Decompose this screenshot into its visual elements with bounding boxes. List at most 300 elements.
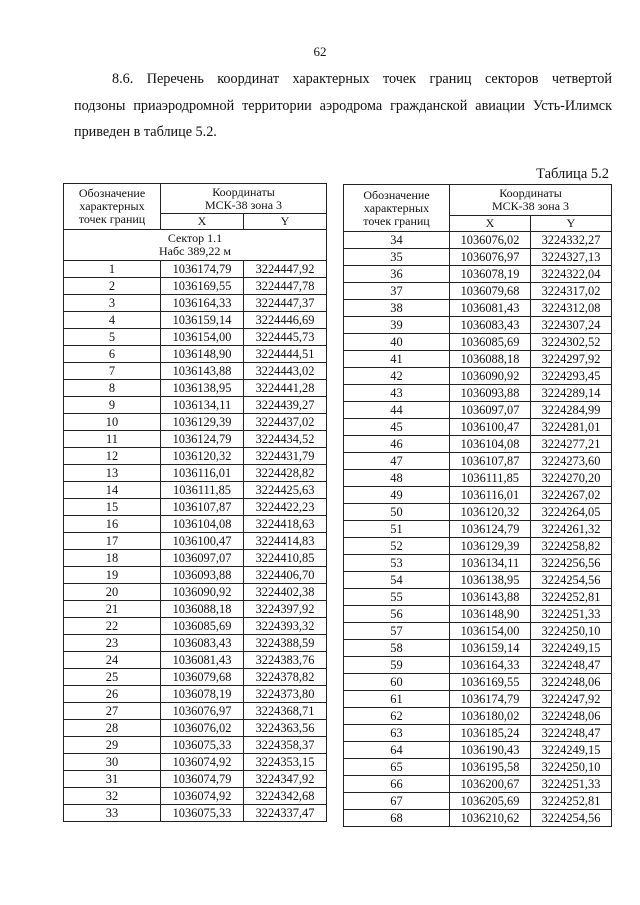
x-coordinate-cell: 1036074,79 <box>161 771 244 788</box>
header-point-line-2: характерных <box>79 199 145 213</box>
point-number-cell: 41 <box>344 351 450 368</box>
point-number-cell: 15 <box>64 499 161 516</box>
point-number-cell: 27 <box>64 703 161 720</box>
x-coordinate-cell: 1036120,32 <box>450 504 531 521</box>
x-coordinate-cell: 1036190,43 <box>450 742 531 759</box>
point-number-cell: 42 <box>344 368 450 385</box>
table-row <box>344 589 612 606</box>
table-row <box>64 567 327 584</box>
point-number-cell: 16 <box>64 516 161 533</box>
y-coordinate-cell: 3224410,85 <box>244 550 327 567</box>
x-coordinate-cell: 1036088,18 <box>161 601 244 618</box>
table-row <box>64 652 327 669</box>
y-coordinate-cell: 3224383,76 <box>244 652 327 669</box>
y-coordinate-cell: 3224446,69 <box>244 312 327 329</box>
point-number-cell: 48 <box>344 470 450 487</box>
point-number-cell: 20 <box>64 584 161 601</box>
y-coordinate-cell: 3224258,82 <box>531 538 612 555</box>
y-coordinate-cell: 3224337,47 <box>244 805 327 822</box>
y-coordinate-cell: 3224307,24 <box>531 317 612 334</box>
point-number-cell: 25 <box>64 669 161 686</box>
x-coordinate-cell: 1036107,87 <box>161 499 244 516</box>
y-coordinate-cell: 3224297,92 <box>531 351 612 368</box>
point-number-cell: 8 <box>64 380 161 397</box>
header-coordinates <box>450 185 612 216</box>
table-row <box>344 725 612 742</box>
x-coordinate-cell: 1036090,92 <box>450 368 531 385</box>
x-coordinate-cell: 1036185,24 <box>450 725 531 742</box>
table-row <box>64 720 327 737</box>
point-number-cell: 30 <box>64 754 161 771</box>
point-number-cell: 45 <box>344 419 450 436</box>
table-row <box>64 516 327 533</box>
header-point-line-1: Обозначение <box>363 187 430 202</box>
table-row <box>344 810 612 827</box>
table-row <box>64 312 327 329</box>
intro-line-2: подзоны приаэродромной территории аэродрома гражданской авиации Усть-Илимск <box>74 97 612 114</box>
header-y: Y <box>244 214 327 230</box>
point-number-cell: 60 <box>344 674 450 691</box>
x-coordinate-cell: 1036205,69 <box>450 793 531 810</box>
x-coordinate-cell: 1036107,87 <box>450 453 531 470</box>
intro-line-1: 8.6. Перечень координат характерных точек границ секторов четвертой <box>112 71 612 87</box>
x-coordinate-cell: 1036138,95 <box>161 380 244 397</box>
point-number-cell: 64 <box>344 742 450 759</box>
table-row <box>344 793 612 810</box>
header-point-designation <box>344 185 450 232</box>
y-coordinate-cell: 3224447,92 <box>244 261 327 278</box>
x-coordinate-cell: 1036075,33 <box>161 805 244 822</box>
table-row <box>64 278 327 295</box>
point-number-cell: 51 <box>344 521 450 538</box>
y-coordinate-cell: 3224261,32 <box>531 521 612 538</box>
point-number-cell: 13 <box>64 465 161 482</box>
point-number-cell: 2 <box>64 278 161 295</box>
y-coordinate-cell: 3224444,51 <box>244 346 327 363</box>
y-coordinate-cell: 3224422,23 <box>244 499 327 516</box>
header-coordinates <box>161 184 327 214</box>
y-coordinate-cell: 3224267,02 <box>531 487 612 504</box>
table-row <box>344 487 612 504</box>
table-row <box>64 686 327 703</box>
y-coordinate-cell: 3224431,79 <box>244 448 327 465</box>
x-coordinate-cell: 1036076,97 <box>161 703 244 720</box>
y-coordinate-cell: 3224254,56 <box>531 810 612 827</box>
point-number-cell: 61 <box>344 691 450 708</box>
table-row <box>64 346 327 363</box>
point-number-cell: 59 <box>344 657 450 674</box>
point-number-cell: 14 <box>64 482 161 499</box>
y-coordinate-cell: 3224273,60 <box>531 453 612 470</box>
table-row <box>344 623 612 640</box>
point-number-cell: 17 <box>64 533 161 550</box>
table-row <box>344 368 612 385</box>
x-coordinate-cell: 1036088,18 <box>450 351 531 368</box>
point-number-cell: 62 <box>344 708 450 725</box>
x-coordinate-cell: 1036169,55 <box>161 278 244 295</box>
table-row <box>344 283 612 300</box>
y-coordinate-cell: 3224250,10 <box>531 623 612 640</box>
table-row <box>64 635 327 652</box>
table-row <box>344 470 612 487</box>
y-coordinate-cell: 3224342,68 <box>244 788 327 805</box>
y-coordinate-cell: 3224347,92 <box>244 771 327 788</box>
point-number-cell: 1 <box>64 261 161 278</box>
table-row <box>64 329 327 346</box>
y-coordinate-cell: 3224249,15 <box>531 742 612 759</box>
header-point-line-1: Обозначение <box>78 186 146 200</box>
x-coordinate-cell: 1036097,07 <box>161 550 244 567</box>
point-number-cell: 29 <box>64 737 161 754</box>
point-number-cell: 50 <box>344 504 450 521</box>
point-number-cell: 33 <box>64 805 161 822</box>
table-row <box>344 317 612 334</box>
x-coordinate-cell: 1036134,11 <box>161 397 244 414</box>
table-row <box>64 669 327 686</box>
point-number-cell: 23 <box>64 635 161 652</box>
point-number-cell: 21 <box>64 601 161 618</box>
table-row <box>64 261 327 278</box>
table-row <box>344 453 612 470</box>
x-coordinate-cell: 1036076,02 <box>161 720 244 737</box>
x-coordinate-cell: 1036104,08 <box>161 516 244 533</box>
point-number-cell: 7 <box>64 363 161 380</box>
table-row <box>64 465 327 482</box>
x-coordinate-cell: 1036116,01 <box>450 487 531 504</box>
x-coordinate-cell: 1036078,19 <box>161 686 244 703</box>
y-coordinate-cell: 3224439,27 <box>244 397 327 414</box>
y-coordinate-cell: 3224402,38 <box>244 584 327 601</box>
y-coordinate-cell: 3224434,52 <box>244 431 327 448</box>
y-coordinate-cell: 3224252,81 <box>531 793 612 810</box>
x-coordinate-cell: 1036148,90 <box>161 346 244 363</box>
point-number-cell: 44 <box>344 402 450 419</box>
point-number-cell: 68 <box>344 810 450 827</box>
point-number-cell: 38 <box>344 300 450 317</box>
sector-elevation: Набс 389,22 м <box>158 244 232 258</box>
y-coordinate-cell: 3224264,05 <box>531 504 612 521</box>
header-coordinates-line-2: МСК-38 зона 3 <box>204 197 283 212</box>
x-coordinate-cell: 1036138,95 <box>450 572 531 589</box>
x-coordinate-cell: 1036074,92 <box>161 788 244 805</box>
y-coordinate-cell: 3224363,56 <box>244 720 327 737</box>
table-row <box>64 584 327 601</box>
table-row <box>64 499 327 516</box>
y-coordinate-cell: 3224425,63 <box>244 482 327 499</box>
point-number-cell: 19 <box>64 567 161 584</box>
x-coordinate-cell: 1036148,90 <box>450 606 531 623</box>
header-coordinates-line-2: МСК-38 зона 3 <box>491 199 570 213</box>
table-row <box>344 436 612 453</box>
x-coordinate-cell: 1036134,11 <box>450 555 531 572</box>
table-row <box>344 759 612 776</box>
point-number-cell: 26 <box>64 686 161 703</box>
point-number-cell: 4 <box>64 312 161 329</box>
x-coordinate-cell: 1036085,69 <box>161 618 244 635</box>
table-row <box>64 414 327 431</box>
point-number-cell: 49 <box>344 487 450 504</box>
y-coordinate-cell: 3224406,70 <box>244 567 327 584</box>
table-row <box>64 805 327 822</box>
x-coordinate-cell: 1036164,33 <box>450 657 531 674</box>
y-coordinate-cell: 3224281,01 <box>531 419 612 436</box>
point-number-cell: 5 <box>64 329 161 346</box>
y-coordinate-cell: 3224302,52 <box>531 334 612 351</box>
y-coordinate-cell: 3224277,21 <box>531 436 612 453</box>
x-coordinate-cell: 1036111,85 <box>161 482 244 499</box>
header-x: X <box>161 214 244 230</box>
x-coordinate-cell: 1036100,47 <box>450 419 531 436</box>
x-coordinate-cell: 1036169,55 <box>450 674 531 691</box>
point-number-cell: 6 <box>64 346 161 363</box>
point-number-cell: 10 <box>64 414 161 431</box>
y-coordinate-cell: 3224445,73 <box>244 329 327 346</box>
table-row <box>64 482 327 499</box>
y-coordinate-cell: 3224289,14 <box>531 385 612 402</box>
point-number-cell: 35 <box>344 249 450 266</box>
x-coordinate-cell: 1036100,47 <box>161 533 244 550</box>
point-number-cell: 32 <box>64 788 161 805</box>
table-row <box>344 385 612 402</box>
y-coordinate-cell: 3224358,37 <box>244 737 327 754</box>
point-number-cell: 37 <box>344 283 450 300</box>
y-coordinate-cell: 3224251,33 <box>531 776 612 793</box>
point-number-cell: 47 <box>344 453 450 470</box>
point-number-cell: 52 <box>344 538 450 555</box>
table-row <box>64 397 327 414</box>
table-row <box>64 703 327 720</box>
header-point-designation <box>64 184 161 230</box>
y-coordinate-cell: 3224388,59 <box>244 635 327 652</box>
table-row <box>344 300 612 317</box>
x-coordinate-cell: 1036116,01 <box>161 465 244 482</box>
header-coordinates-line-1: Координаты <box>499 186 562 200</box>
x-coordinate-cell: 1036210,62 <box>450 810 531 827</box>
point-number-cell: 67 <box>344 793 450 810</box>
x-coordinate-cell: 1036200,67 <box>450 776 531 793</box>
y-coordinate-cell: 3224293,45 <box>531 368 612 385</box>
point-number-cell: 39 <box>344 317 450 334</box>
point-number-cell: 22 <box>64 618 161 635</box>
table-row <box>344 691 612 708</box>
y-coordinate-cell: 3224428,82 <box>244 465 327 482</box>
x-coordinate-cell: 1036090,92 <box>161 584 244 601</box>
x-coordinate-cell: 1036159,14 <box>450 640 531 657</box>
x-coordinate-cell: 1036154,00 <box>450 623 531 640</box>
y-coordinate-cell: 3224418,63 <box>244 516 327 533</box>
header-coordinates-line-1: Координаты <box>212 184 275 199</box>
x-coordinate-cell: 1036124,79 <box>450 521 531 538</box>
y-coordinate-cell: 3224248,47 <box>531 725 612 742</box>
y-coordinate-cell: 3224256,56 <box>531 555 612 572</box>
coordinates-table-right <box>343 184 612 827</box>
y-coordinate-cell: 3224248,47 <box>531 657 612 674</box>
table-row <box>344 351 612 368</box>
x-coordinate-cell: 1036159,14 <box>161 312 244 329</box>
y-coordinate-cell: 3224437,02 <box>244 414 327 431</box>
table-row <box>344 776 612 793</box>
table-row <box>64 295 327 312</box>
table-row <box>64 618 327 635</box>
x-coordinate-cell: 1036085,69 <box>450 334 531 351</box>
y-coordinate-cell: 3224447,78 <box>244 278 327 295</box>
table-row <box>64 771 327 788</box>
point-number-cell: 65 <box>344 759 450 776</box>
y-coordinate-cell: 3224317,02 <box>531 283 612 300</box>
x-coordinate-cell: 1036081,43 <box>161 652 244 669</box>
page-number: 62 <box>313 44 327 59</box>
table-row <box>64 601 327 618</box>
x-coordinate-cell: 1036083,43 <box>161 635 244 652</box>
table-caption: Таблица 5.2 <box>536 166 609 182</box>
point-number-cell: 28 <box>64 720 161 737</box>
point-number-cell: 46 <box>344 436 450 453</box>
y-coordinate-cell: 3224249,15 <box>531 640 612 657</box>
x-coordinate-cell: 1036164,33 <box>161 295 244 312</box>
x-coordinate-cell: 1036124,79 <box>161 431 244 448</box>
x-coordinate-cell: 1036174,79 <box>450 691 531 708</box>
table-row <box>344 334 612 351</box>
point-number-cell: 24 <box>64 652 161 669</box>
point-number-cell: 63 <box>344 725 450 742</box>
x-coordinate-cell: 1036081,43 <box>450 300 531 317</box>
point-number-cell: 54 <box>344 572 450 589</box>
x-coordinate-cell: 1036093,88 <box>450 385 531 402</box>
y-coordinate-cell: 3224353,15 <box>244 754 327 771</box>
table-row <box>344 232 612 249</box>
table-row <box>64 737 327 754</box>
table-row <box>344 657 612 674</box>
y-coordinate-cell: 3224284,99 <box>531 402 612 419</box>
intro-paragraph <box>74 66 612 146</box>
point-number-cell: 3 <box>64 295 161 312</box>
y-coordinate-cell: 3224373,80 <box>244 686 327 703</box>
y-coordinate-cell: 3224441,28 <box>244 380 327 397</box>
point-number-cell: 34 <box>344 232 450 249</box>
x-coordinate-cell: 1036076,97 <box>450 249 531 266</box>
header-point-line-3: точек границ <box>363 213 430 228</box>
y-coordinate-cell: 3224247,92 <box>531 691 612 708</box>
y-coordinate-cell: 3224322,04 <box>531 266 612 283</box>
y-coordinate-cell: 3224368,71 <box>244 703 327 720</box>
coordinates-table-left <box>63 183 327 822</box>
x-coordinate-cell: 1036174,79 <box>161 261 244 278</box>
x-coordinate-cell: 1036129,39 <box>450 538 531 555</box>
point-number-cell: 58 <box>344 640 450 657</box>
y-coordinate-cell: 3224378,82 <box>244 669 327 686</box>
point-number-cell: 11 <box>64 431 161 448</box>
table-row <box>64 550 327 567</box>
table-row <box>64 533 327 550</box>
table-row <box>344 572 612 589</box>
y-coordinate-cell: 3224248,06 <box>531 708 612 725</box>
x-coordinate-cell: 1036111,85 <box>450 470 531 487</box>
x-coordinate-cell: 1036104,08 <box>450 436 531 453</box>
y-coordinate-cell: 3224270,20 <box>531 470 612 487</box>
table-row <box>344 538 612 555</box>
sector-name: Сектор 1.1 <box>167 231 223 245</box>
point-number-cell: 18 <box>64 550 161 567</box>
x-coordinate-cell: 1036079,68 <box>161 669 244 686</box>
y-coordinate-cell: 3224252,81 <box>531 589 612 606</box>
point-number-cell: 56 <box>344 606 450 623</box>
x-coordinate-cell: 1036097,07 <box>450 402 531 419</box>
point-number-cell: 43 <box>344 385 450 402</box>
y-coordinate-cell: 3224447,37 <box>244 295 327 312</box>
x-coordinate-cell: 1036120,32 <box>161 448 244 465</box>
y-coordinate-cell: 3224332,27 <box>531 232 612 249</box>
header-point-line-3: точек границ <box>78 212 146 226</box>
x-coordinate-cell: 1036078,19 <box>450 266 531 283</box>
table-row <box>64 754 327 771</box>
x-coordinate-cell: 1036075,33 <box>161 737 244 754</box>
table-row <box>344 504 612 521</box>
x-coordinate-cell: 1036195,58 <box>450 759 531 776</box>
y-coordinate-cell: 3224393,32 <box>244 618 327 635</box>
point-number-cell: 12 <box>64 448 161 465</box>
header-y: Y <box>531 216 612 232</box>
table-row <box>64 448 327 465</box>
table-row <box>64 380 327 397</box>
header-point-line-2: характерных <box>363 200 430 215</box>
x-coordinate-cell: 1036180,02 <box>450 708 531 725</box>
y-coordinate-cell: 3224248,06 <box>531 674 612 691</box>
table-row <box>344 419 612 436</box>
x-coordinate-cell: 1036083,43 <box>450 317 531 334</box>
table-row <box>344 555 612 572</box>
y-coordinate-cell: 3224397,92 <box>244 601 327 618</box>
table-row <box>344 266 612 283</box>
point-number-cell: 40 <box>344 334 450 351</box>
table-row <box>64 363 327 380</box>
point-number-cell: 36 <box>344 266 450 283</box>
table-row <box>344 402 612 419</box>
point-number-cell: 55 <box>344 589 450 606</box>
x-coordinate-cell: 1036154,00 <box>161 329 244 346</box>
table-row <box>344 521 612 538</box>
y-coordinate-cell: 3224254,56 <box>531 572 612 589</box>
x-coordinate-cell: 1036129,39 <box>161 414 244 431</box>
y-coordinate-cell: 3224250,10 <box>531 759 612 776</box>
x-coordinate-cell: 1036074,92 <box>161 754 244 771</box>
x-coordinate-cell: 1036143,88 <box>161 363 244 380</box>
table-row <box>344 249 612 266</box>
table-row <box>344 606 612 623</box>
y-coordinate-cell: 3224443,02 <box>244 363 327 380</box>
table-row <box>344 640 612 657</box>
y-coordinate-cell: 3224312,08 <box>531 300 612 317</box>
point-number-cell: 9 <box>64 397 161 414</box>
point-number-cell: 57 <box>344 623 450 640</box>
point-number-cell: 66 <box>344 776 450 793</box>
intro-line-3: приведен в таблице 5.2. <box>74 124 217 140</box>
table-row <box>64 788 327 805</box>
point-number-cell: 31 <box>64 771 161 788</box>
x-coordinate-cell: 1036076,02 <box>450 232 531 249</box>
point-number-cell: 53 <box>344 555 450 572</box>
y-coordinate-cell: 3224414,83 <box>244 533 327 550</box>
table-row <box>344 742 612 759</box>
table-row <box>344 708 612 725</box>
table-row <box>344 674 612 691</box>
x-coordinate-cell: 1036079,68 <box>450 283 531 300</box>
x-coordinate-cell: 1036093,88 <box>161 567 244 584</box>
header-x: X <box>450 216 531 232</box>
y-coordinate-cell: 3224327,13 <box>531 249 612 266</box>
table-row <box>64 431 327 448</box>
sector-row <box>64 230 327 261</box>
x-coordinate-cell: 1036143,88 <box>450 589 531 606</box>
